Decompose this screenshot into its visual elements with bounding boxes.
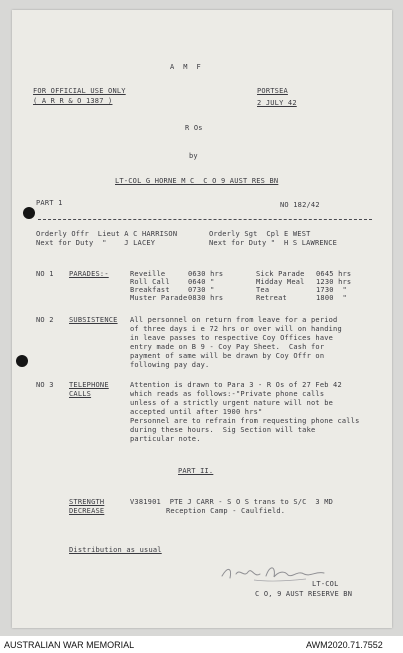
item-2-line-4: entry made on B 9 - Coy Pay Sheet. Cash for bbox=[130, 343, 325, 351]
parade-right-time-3: 1730 " bbox=[316, 286, 347, 294]
header-date: 2 JULY 42 bbox=[257, 99, 297, 107]
orderly-sgt-line-2: Next for Duty " H S LAWRENCE bbox=[209, 239, 338, 247]
parade-right-label-4: Retreat bbox=[256, 294, 287, 302]
header-officer: LT-COL G HORNE M C C O 9 AUST RES BN bbox=[115, 177, 279, 185]
item-3-line-4: accepted until after 1900 hrs" bbox=[130, 408, 263, 416]
parade-right-label-2: Midday Meal bbox=[256, 278, 305, 286]
item-2-line-5: payment of same will be drawn by Coy Offr on bbox=[130, 352, 325, 360]
parade-right-time-4: 1800 " bbox=[316, 294, 347, 302]
parade-left-time-4: 0830 hrs bbox=[188, 294, 224, 302]
orderly-offr-line-2: Next for Duty " J LACEY bbox=[36, 239, 156, 247]
part2-label: PART II. bbox=[178, 467, 214, 475]
signature-role: C O, 9 AUST RESERVE BN bbox=[255, 590, 353, 598]
orderly-sgt-line-1: Orderly Sgt Cpl E WEST bbox=[209, 230, 311, 238]
item-1-heading: PARADES:- bbox=[69, 270, 109, 278]
item-2-number: NO 2 bbox=[36, 316, 54, 324]
part2-heading-line-2: DECREASE bbox=[69, 507, 105, 515]
item-2-heading: SUBSISTENCE bbox=[69, 316, 118, 324]
orderly-offr-line-1: Orderly Offr Lieut A C HARRISON bbox=[36, 230, 178, 238]
item-3-heading-line-1: TELEPHONE bbox=[69, 381, 109, 389]
part1-rule bbox=[38, 219, 372, 220]
item-3-line-5: Personnel are to refrain from requesting phone calls bbox=[130, 417, 360, 425]
part2-line-2: Reception Camp - Caulfield. bbox=[166, 507, 286, 515]
classification-line-1: FOR OFFICIAL USE ONLY bbox=[33, 87, 126, 95]
parade-right-time-2: 1230 hrs bbox=[316, 278, 352, 286]
item-3-line-1: Attention is drawn to Para 3 - R Os of 27 Feb 42 bbox=[130, 381, 342, 389]
item-3-number: NO 3 bbox=[36, 381, 54, 389]
parade-left-label-2: Roll Call bbox=[130, 278, 170, 286]
punch-hole-bottom bbox=[16, 355, 28, 367]
item-2-line-1: All personnel on return from leave for a period bbox=[130, 316, 338, 324]
parade-left-label-3: Breakfast bbox=[130, 286, 170, 294]
footer-source: AUSTRALIAN WAR MEMORIAL bbox=[4, 640, 135, 650]
part2-heading-line-1: STRENGTH bbox=[69, 498, 105, 506]
distribution-note: Distribution as usual bbox=[69, 546, 162, 554]
item-1-number: NO 1 bbox=[36, 270, 54, 278]
part1-number: NO 182/42 bbox=[280, 201, 320, 209]
parade-left-time-1: 0630 hrs bbox=[188, 270, 224, 278]
parade-left-time-2: 0640 " bbox=[188, 278, 215, 286]
parade-left-label-4: Muster Parade bbox=[130, 294, 188, 302]
item-3-line-6: during these hours. Sig Section will take bbox=[130, 426, 316, 434]
item-3-line-2: which reads as follows:-"Private phone calls bbox=[130, 390, 325, 398]
parade-right-label-1: Sick Parade bbox=[256, 270, 305, 278]
punch-hole-top bbox=[23, 207, 35, 219]
header-unit: A M F bbox=[170, 63, 201, 71]
footer-accession-number: AWM2020.71.7552 bbox=[306, 640, 383, 650]
header-title: R Os bbox=[185, 124, 203, 132]
item-3-heading-line-2: CALLS bbox=[69, 390, 92, 398]
header-by: by bbox=[189, 152, 198, 160]
item-3-line-7: particular note. bbox=[130, 435, 201, 443]
classification-line-2: ( A R R & O 1387 ) bbox=[33, 97, 113, 105]
item-2-line-3: in leave passes to respective Coy Offices have bbox=[130, 334, 334, 342]
part2-line-1: V381901 PTE J CARR - S O S trans to S/C 3 MD bbox=[130, 498, 334, 506]
item-3-line-3: unless of a strictly urgent nature will not be bbox=[130, 399, 334, 407]
item-2-line-2: of three days i e 72 hrs or over will on handing bbox=[130, 325, 342, 333]
part1-label: PART 1 bbox=[36, 199, 63, 207]
parade-left-label-1: Reveille bbox=[130, 270, 166, 278]
parade-right-label-3: Tea bbox=[256, 286, 270, 294]
signature-rank: LT-COL bbox=[312, 580, 339, 588]
header-place: PORTSEA bbox=[257, 87, 288, 95]
item-2-line-6: following pay day. bbox=[130, 361, 210, 369]
parade-right-time-1: 0645 hrs bbox=[316, 270, 352, 278]
parade-left-time-3: 0730 " bbox=[188, 286, 215, 294]
